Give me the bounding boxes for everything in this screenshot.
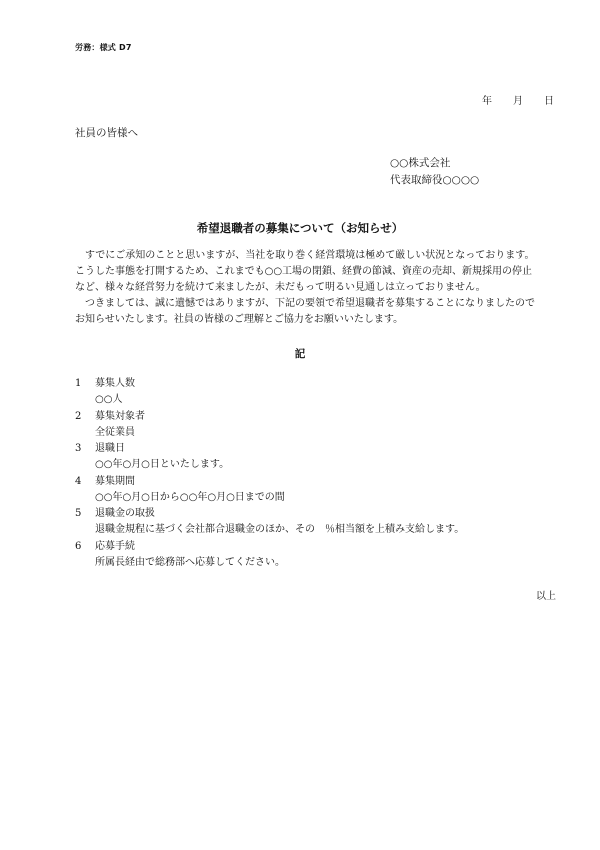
item-detail: 全従業員 <box>95 426 135 438</box>
item-number: 5 <box>75 508 82 519</box>
item-detail: ○○年○月○日といたします。 <box>95 459 230 470</box>
list-item <box>75 539 464 572</box>
body-paragraph-2 <box>75 296 555 328</box>
document-title: 希望退職者の募集について（お知らせ） <box>196 221 404 235</box>
item-heading: 募集人数 <box>95 378 135 389</box>
sender-representative: 代表取締役○○○○ <box>390 174 480 186</box>
item-detail: ○○人 <box>95 394 123 405</box>
item-number: 4 <box>75 475 82 487</box>
item-list <box>75 376 464 571</box>
list-item <box>75 506 464 539</box>
item-detail: ○○年○月○日から○○年○月○日までの間 <box>95 491 285 503</box>
document-code: 労務：様式 D7 <box>75 43 132 52</box>
item-detail: 所属長経由で総務部へ応募してください。 <box>95 556 285 568</box>
paragraph-line: など、様々な経営努力を続けて来ましたが、未だもって明るい見通しは立っておりません。 <box>75 282 486 293</box>
item-heading: 退職日 <box>95 443 125 454</box>
list-item <box>75 409 464 442</box>
sender-company: ○○株式会社 <box>390 157 451 169</box>
list-item <box>75 474 464 507</box>
paragraph-line: つきましては、誠に遺憾ではありますが、下記の要領で希望退職者を募集することになりましたので <box>75 298 535 309</box>
item-number: 3 <box>75 443 82 454</box>
item-number: 1 <box>75 378 82 389</box>
list-item <box>75 441 464 474</box>
item-heading: 応募手続 <box>95 540 135 552</box>
recipient: 社員の皆様へ <box>75 127 138 139</box>
paragraph-line: こうした事態を打開するため、これまでも○○工場の閉鎖、経費の節減、資産の売却、新規採用の停止 <box>75 266 533 277</box>
item-heading: 退職金の取扱 <box>95 508 155 519</box>
date-day: 日 <box>544 96 554 107</box>
date-line <box>482 92 554 107</box>
item-heading: 募集期間 <box>95 475 135 487</box>
date-year: 年 <box>482 96 492 107</box>
closing-mark: 以上 <box>536 591 556 602</box>
item-number: 6 <box>75 540 82 552</box>
ki-heading: 記 <box>294 348 306 360</box>
paragraph-line: すでにご承知のことと思いますが、当社を取り巻く経営環境は極めて厳しい状況となっております。 <box>75 250 535 261</box>
date-month: 月 <box>513 96 523 107</box>
paragraph-line: お知らせいたします。社員の皆様のご理解とご協力をお願いいたします。 <box>75 314 404 325</box>
body-paragraph-1 <box>75 248 555 296</box>
item-number: 2 <box>75 410 82 422</box>
item-heading: 募集対象者 <box>95 410 145 422</box>
list-item <box>75 376 464 409</box>
item-detail: 退職金規程に基づく会社都合退職金のほか、その ％相当額を上積み支給します。 <box>95 524 465 535</box>
